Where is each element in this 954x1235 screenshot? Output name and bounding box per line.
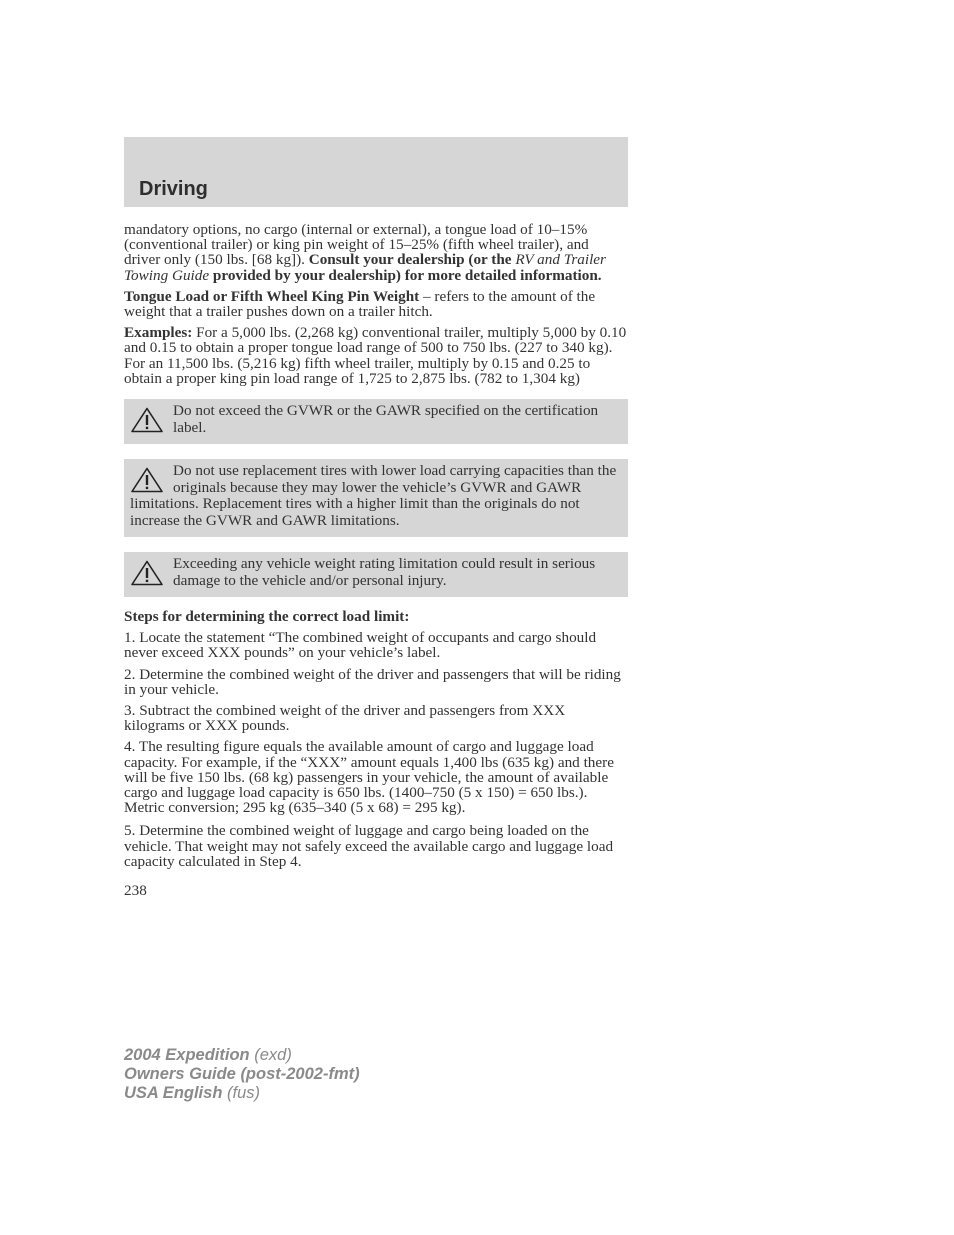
footer-line-guide <box>124 1065 360 1084</box>
steps-heading: Steps for determining the correct load limit: <box>124 608 410 626</box>
footer-line-model <box>124 1046 360 1065</box>
warning-triangle-icon <box>130 467 164 493</box>
warning-box <box>124 552 628 597</box>
page-content <box>124 222 628 898</box>
examples-text: For a 5,000 lbs. (2,268 kg) conventional trailer, multiply 5,000 by 0.10 and 0.15 to obtain a proper tongue load range of 500 to 750 lbs. (227 to 340 kg). For an 11,500 lbs. (5,216 kg) fifth wheel trailer, multiply by 0.15 and 0.25 to obtain a proper king pin load range of 1,725 to 2,875 lbs. (782 to 1,304 kg) <box>124 324 627 387</box>
towing-guide-title: RV and Trailer Towing Guide <box>124 251 606 284</box>
footer-model-code: (exd) <box>249 1046 292 1064</box>
dealer-consult-text: Consult your dealership (or the <box>308 251 516 269</box>
warning-box <box>124 459 628 537</box>
step-item: 2. Determine the combined weight of the driver and passengers that will be riding in your vehicle. <box>124 665 621 698</box>
page-number: 238 <box>124 882 147 900</box>
footer-line-language <box>124 1084 360 1103</box>
footer-model: 2004 Expedition <box>124 1046 250 1064</box>
term-tongue-load: Tongue Load or Fifth Wheel King Pin Weight <box>124 287 420 305</box>
warning-box <box>124 399 628 444</box>
section-header-band <box>124 137 628 207</box>
paragraph-gvwr-continued <box>124 222 628 283</box>
footer-guide: Owners Guide (post-2002-fmt) <box>124 1065 360 1083</box>
warning-triangle-icon <box>130 407 164 433</box>
warning-triangle-icon <box>130 560 164 586</box>
section-title: Driving <box>139 178 208 200</box>
warning-text: Do not use replacement tires with lower load carrying capacities than the originals because they may lower the vehicle’s GVWR and GAWR limitations. Replacement tires with a higher limit than the originals do not increase the GVWR and GAWR limitations. <box>130 462 617 529</box>
paragraph-examples <box>124 325 628 386</box>
footer-language-code: (fus) <box>222 1084 260 1102</box>
step-item: 4. The resulting figure equals the available amount of cargo and luggage load capacity. For example, if the “XXX” amount equals 1,400 lbs (635 kg) and there will be five 150 lbs. (68 kg) passengers in your vehicle, the amount of available cargo and luggage load capacity is 650 lbs. (1400–750 (5 x 150) = 650 lbs.). Metric conversion; 295 kg (635–340 (5 x 68) = 295 kg). <box>124 738 614 817</box>
warning-text: Do not exceed the GVWR or the GAWR specified on the certification label. <box>173 402 599 436</box>
examples-label: Examples: <box>124 324 193 342</box>
paragraph-text: mandatory options, no cargo (internal or external), a tongue load of 10–15% (conventional trailer) or king pin weight of 15–25% (fifth wheel trailer), and driver only (150 lbs. [68 kg]). <box>124 221 589 269</box>
footer-language: USA English <box>124 1084 223 1102</box>
warning-text: Exceeding any vehicle weight rating limitation could result in serious damage to the vehicle and/or personal injury. <box>173 555 596 589</box>
step-item: 5. Determine the combined weight of luggage and cargo being loaded on the vehicle. That weight may not safely exceed the available cargo and luggage load capacity calculated in Step 4. <box>124 822 614 870</box>
definition-text: – refers to the amount of the weight that a trailer pushes down on a trailer hitch. <box>124 287 596 321</box>
step-item: 3. Subtract the combined weight of the driver and passengers from XXX kilograms or XXX pounds. <box>124 702 566 735</box>
document-footer <box>124 1046 360 1103</box>
dealer-consult-text-end: provided by your dealership) for more detailed information. <box>209 266 602 284</box>
step-item: 1. Locate the statement “The combined weight of occupants and cargo should never exceed XXX pounds” on your vehicle’s label. <box>124 629 597 662</box>
paragraph-tongue-load <box>124 289 628 319</box>
